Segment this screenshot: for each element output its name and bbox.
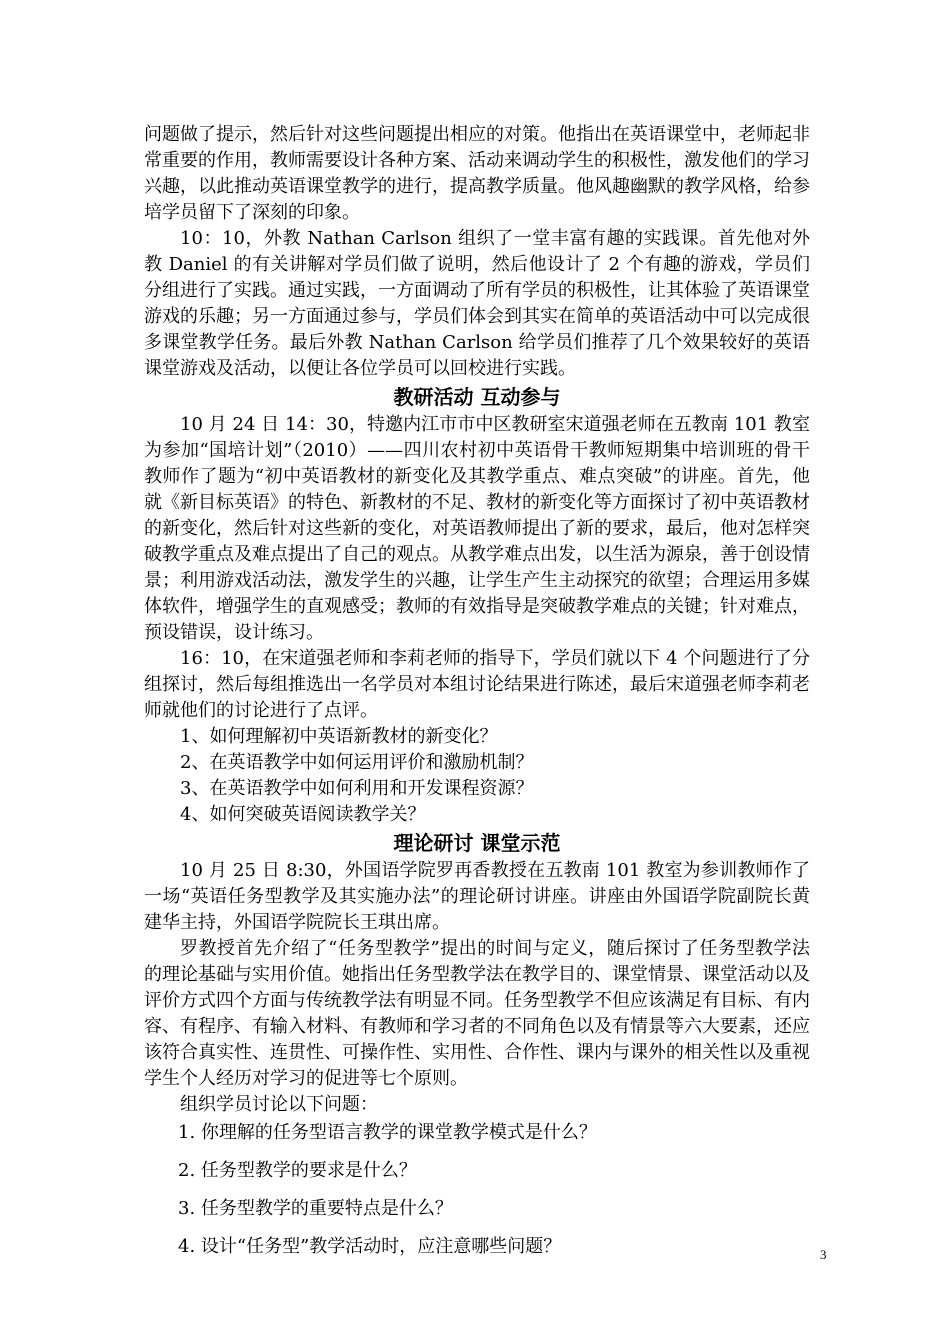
list-item: 1、如何理解初中英语新教材的新变化？ (180, 726, 498, 747)
list-item: 1. 你理解的任务型语言教学的课堂教学模式是什么？ (178, 1122, 597, 1143)
paragraph-practice-class: 10：10，外教 Nathan Carlson 组织了一堂丰富有趣的实践课。首先他对外教 Daniel 的有关讲解对学员们做了说明，然后他设计了 2 个有趣的游戏，学员们分组进行了实践。通过实践，一方面调动了所有学员的积极性，让其体验了英语课堂游戏的乐趣；另一方面通过参与，学员们体会到其实在简单的英语活动中可以完成很多课堂教学任务。最后外教 Nathan Carlson 给学员们推荐了几个效果较好的英语课堂游戏及活动，以便让各位学员可以回校进行实践。 (144, 228, 810, 379)
list-item: 4、如何突破英语阅读教学关？ (180, 804, 426, 825)
paragraph-foreign-teacher-summary: 问题做了提示，然后针对这些问题提出相应的对策。他指出在英语课堂中，老师起非常重要的作用，教师需要设计各种方案、活动来调动学生的积极性，激发他们的学习兴趣，以此推动英语课堂教学的进行，提高教学质量。他风趣幽默的教学风格，给参培学员留下了深刻的印象。 (144, 124, 810, 223)
list-item: 3、在英语教学中如何利用和开发课程资源？ (180, 778, 534, 799)
list-item: 2. 任务型教学的要求是什么？ (178, 1160, 417, 1181)
section-heading-research-activity: 教研活动 互动参与 (393, 385, 561, 409)
list-item: 4. 设计“任务型”教学活动时，应注意哪些问题？ (178, 1236, 562, 1257)
list-item: 3. 任务型教学的重要特点是什么？ (178, 1198, 453, 1219)
page-number: 3 (820, 1247, 827, 1262)
paragraph-lecture-oct25: 10 月 25 日 8:30，外国语学院罗再香教授在五教南 101 教室为参训教师作了一场“英语任务型教学及其实施办法”的理论研讨讲座。讲座由外国语学院副院长黄建华主持，外国语学院院长王琪出席。 (144, 860, 810, 933)
list-item: 2、在英语教学中如何运用评价和激励机制？ (180, 752, 534, 773)
paragraph-lecture-oct24: 10 月 24 日 14：30，特邀内江市市中区教研室宋道强老师在五教南 101 教室为参加“国培计划”（2010）——四川农村初中英语骨干教师短期集中培训班的骨干教师作了题为“初中英语教材的新变化及其教学重点、难点突破”的讲座。首先，他就《新目标英语》的特色、新教材的不足、教材的新变化等方面探讨了初中英语教材的新变化，然后针对这些新的变化，对英语教师提出了新的要求，最后，他对怎样突破教学重点及难点提出了自己的观点。从教学难点出发，以生活为源泉，善于创设情景；利用游戏活动法，激发学生的兴趣，让学生产生主动探究的欲望；合理运用多媒体软件，增强学生的直观感受；教师的有效指导是突破教学难点的关键；针对难点，预设错误，设计练习。 (144, 414, 810, 643)
paragraph-discussion-intro: 组织学员讨论以下问题： (180, 1094, 378, 1115)
section-heading-theory-seminar: 理论研讨 课堂示范 (393, 831, 561, 855)
task-question-list (144, 1120, 810, 1260)
discussion-question-list (144, 724, 810, 828)
page-content (144, 122, 810, 1272)
paragraph-group-discussion: 16：10，在宋道强老师和李莉老师的指导下，学员们就以下 4 个问题进行了分组探讨，然后每组推选出一名学员对本组讨论结果进行陈述，最后宋道强老师李莉老师就他们的讨论进行了点评。 (144, 648, 810, 721)
paragraph-task-based-teaching: 罗教授首先介绍了“任务型教学”提出的时间与定义，随后探讨了任务型教学法的理论基础与实用价值。她指出任务型教学法在教学目的、课堂情景、课堂活动以及评价方式四个方面与传统教学法有明显不同。任务型教学不但应该满足有目标、有内容、有程序、有输入材料、有教师和学习者的不同角色以及有情景等六大要素，还应该符合真实性、连贯性、可操作性、实用性、合作性、课内与课外的相关性以及重视学生个人经历对学习的促进等七个原则。 (144, 938, 810, 1089)
